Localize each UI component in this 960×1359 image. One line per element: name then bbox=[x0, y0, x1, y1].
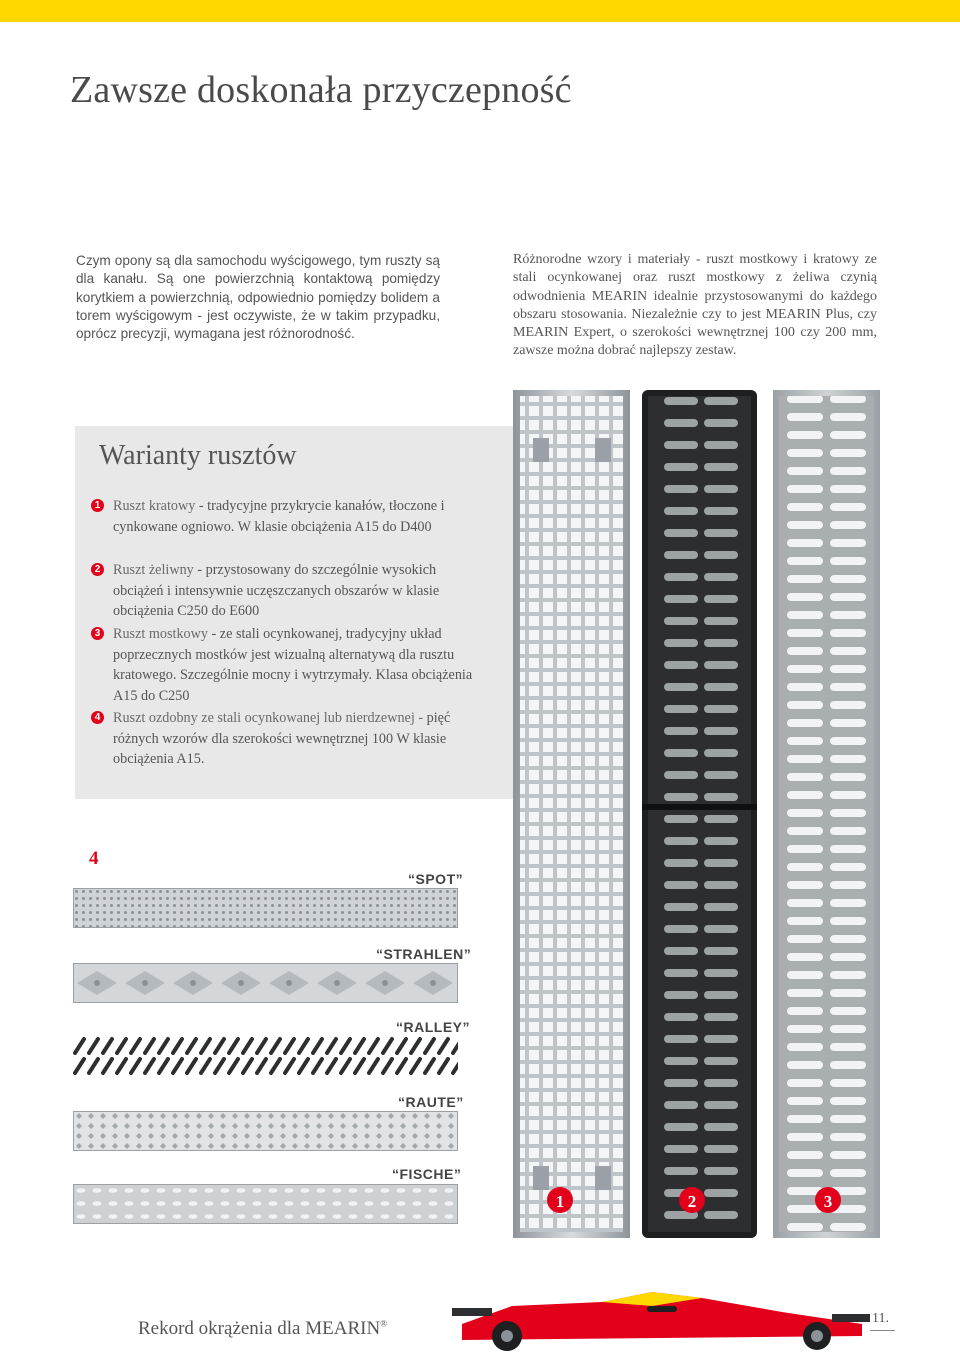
race-car-image bbox=[452, 1284, 872, 1359]
variant-text: - tradycyjne przykrycie kanałów, tłoczone i cynkowane ogniowo. W klasie obciążenia A15 do D400 bbox=[113, 498, 445, 535]
variant-item-1 bbox=[94, 496, 473, 537]
variants-panel bbox=[75, 426, 520, 799]
strip-label-spot: “SPOT” bbox=[408, 871, 464, 887]
variant-text: pięć różnych wzorów dla szerokości wewnętrznej 100 W klasie obciążenia A15. bbox=[113, 710, 451, 767]
intro-left-paragraph: Czym opony są dla samochodu wyścigowego, tym ruszty są dla kanału. Są one powierzchnią kontaktową pomiędzy korytkiem a powierzchnią, odpowiednio pomiędzy bolidem a torem wyścigowym - jest oczywiste, że w takim przypadku, oprócz precyzji, wymagana jest różnorodność. bbox=[76, 253, 440, 342]
variant-lead: Ruszt żeliwny bbox=[113, 562, 194, 578]
grate-number-2: 2 bbox=[687, 1192, 697, 1211]
variant-number-badge: 1 bbox=[91, 499, 104, 512]
page-title: Zawsze doskonała przyczepność bbox=[70, 69, 572, 111]
page-number-rule bbox=[870, 1330, 895, 1331]
variant-number-badge: 4 bbox=[91, 711, 104, 724]
variant-lead: Ruszt ozdobny ze stali ocynkowanej lub nierdzewnej - bbox=[113, 710, 424, 726]
variant-4-number: 4 bbox=[89, 848, 99, 869]
strip-label-strahlen: “STRAHLEN” bbox=[376, 946, 472, 962]
strip-label-ralley: “RALLEY” bbox=[396, 1019, 470, 1035]
variant-item-3 bbox=[94, 624, 473, 706]
top-yellow-bar bbox=[0, 0, 960, 22]
intro-right-paragraph: Różnorodne wzory i materiały - ruszt mostkowy i kratowy ze stali ocynkowanej oraz ruszt mostkowy z żeliwa czynią odwodnienia MEARIN idealnie przystosowanymi do każdego obszaru stosowania. Niezależnie czy to jest MEARIN Plus, czy MEARIN Expert, o szerokości wewnętrznej 100 czy 200 mm, zawsze można dobrać najlepszy zestaw. bbox=[513, 252, 877, 359]
variant-number-badge: 3 bbox=[91, 627, 104, 640]
grate-number-3: 3 bbox=[823, 1192, 833, 1211]
variant-number-badge: 2 bbox=[91, 563, 104, 576]
grate-number-1: 1 bbox=[555, 1192, 565, 1211]
variant-item-2 bbox=[94, 560, 473, 622]
variant-item-4 bbox=[94, 708, 473, 770]
spot-grate-image bbox=[73, 888, 458, 928]
ralley-grate-image bbox=[73, 1036, 458, 1076]
footer-slogan bbox=[138, 1318, 387, 1340]
strip-label-raute: “RAUTE” bbox=[398, 1094, 464, 1110]
variant-text: - przystosowany do szczególnie wysokich obciążeń i intensywnie uczęszczanych obszarów w klasie obciążenia C250 do E600 bbox=[113, 562, 440, 619]
strip-label-fische: “FISCHE” bbox=[392, 1166, 462, 1182]
registered-mark: ® bbox=[380, 1318, 388, 1329]
page-number: 11. bbox=[872, 1311, 889, 1326]
footer-slogan-text: Rekord okrążenia dla MEARIN bbox=[138, 1318, 381, 1339]
variants-heading: Warianty rusztów bbox=[99, 440, 297, 471]
variant-text: - ze stali ocynkowanej, tradycyjny układ poprzecznych mostków jest wizualną alternatywą dla rusztu kratowego. Szczególnie mocny i wytrzymały. Klasa obciążenia A15 do C250 bbox=[113, 626, 473, 704]
strahlen-grate-image bbox=[73, 963, 458, 1003]
variant-lead: Ruszt mostkowy bbox=[113, 626, 208, 642]
mesh-grate-image bbox=[513, 390, 630, 1238]
raute-grate-image bbox=[73, 1111, 458, 1151]
cast-iron-grate-image bbox=[642, 390, 757, 1238]
bridge-grate-image bbox=[773, 390, 880, 1238]
variant-lead: Ruszt kratowy bbox=[113, 498, 196, 514]
fische-grate-image bbox=[73, 1184, 458, 1224]
